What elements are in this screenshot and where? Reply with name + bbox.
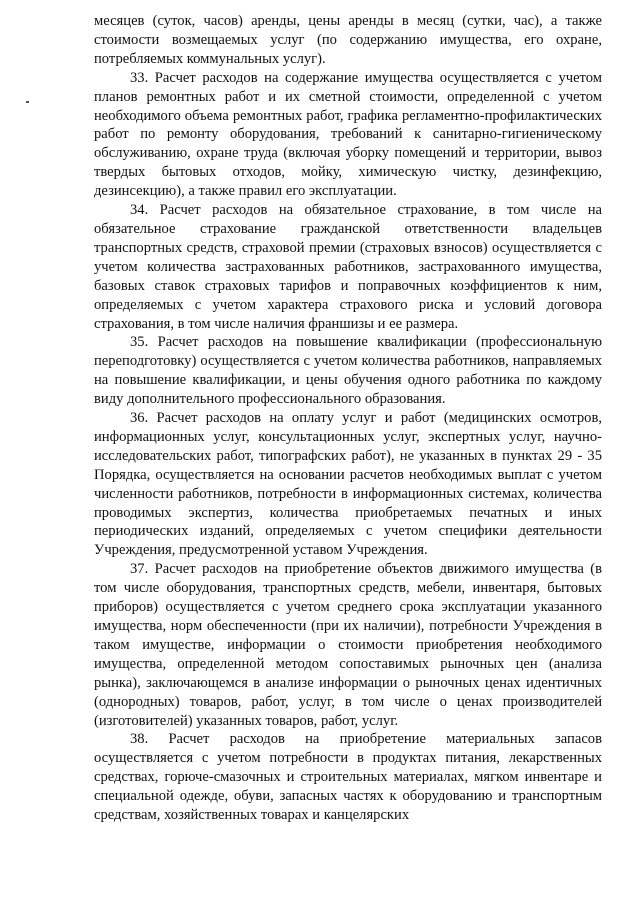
paragraph-38: 38. Расчет расходов на приобретение материальных запасов осуществляется с учетом потребности в продуктах питания, лекарственных средствах, горюче-смазочных и строительных материалах, мягком инвентаре и специальной одежде, обуви, запасных частях к оборудованию и транспортным средствам, хозяйственных товарах и канцелярских [94,731,602,824]
document-body [94,12,602,825]
paragraph-continuation: месяцев (суток, часов) аренды, цены аренды в месяц (сутки, час), а также стоимости возмещаемых услуг (по содержанию имущества, его охране, потребляемых коммунальных услуг). [94,13,602,67]
paragraph-34: 34. Расчет расходов на обязательное страхование, в том числе на обязательное страхование гражданской ответственности владельцев транспортных средств, страховой премии (страховых взносов) осуществляется с учетом количества застрахованных работников, застрахованного имущества, базовых ставок страховых тарифов и поправочных коэффициентов к ним, определяемых с учетом характера страхового риска и условий договора страхования, в том числе наличия франшизы и ее размера. [94,202,602,332]
paragraph-36: 36. Расчет расходов на оплату услуг и работ (медицинских осмотров, информационных услуг, консультационных услуг, экспертных услуг, научно-исследовательских работ, типографских работ), не указанных в пунктах 29 - 35 Порядка, осуществляется на основании расчетов необходимых выплат с учетом численности работников, потребности в информационных системах, количества проводимых экспертиз, количества приобретаемых печатных и иных периодических изданий, определяемых с учетом специфики деятельности Учреждения, предусмотренной уставом Учреждения. [94,410,602,559]
paragraph-37: 37. Расчет расходов на приобретение объектов движимого имущества (в том числе оборудования, транспортных средств, мебели, инвентаря, бытовых приборов) осуществляется с учетом среднего срока эксплуатации указанного имущества, норм обеспеченности (при их наличии), потребности Учреждения в таком имуществе, информации о стоимости приобретения необходимого имущества, определенной методом сопоставимых рыночных цен (анализа рынка), заключающемся в анализе информации о рыночных ценах идентичных (однородных) товаров, работ, услуг, в том числе о ценах производителей (изготовителей) указанных товаров, работ, услуг. [94,561,602,729]
paragraph-33: 33. Расчет расходов на содержание имущества осуществляется с учетом планов ремонтных работ и их сметной стоимости, определенной с учетом необходимого объема ремонтных работ, графика регламентно-профилактических работ по ремонту оборудования, требований к санитарно-гигиеническому обслуживанию, охране труда (включая уборку помещений и территории, вывоз твердых бытовых отходов, мойку, химическую чистку, дезинфекцию, дезинсекцию), а также правил его эксплуатации. [94,69,602,200]
margin-mark [26,101,29,103]
paragraph-35: 35. Расчет расходов на повышение квалификации (профессиональную переподготовку) осуществляется с учетом количества работников, направляемых на повышение квалификации, и цены обучения одного работника по каждому виду дополнительного профессионального образования. [94,334,602,408]
